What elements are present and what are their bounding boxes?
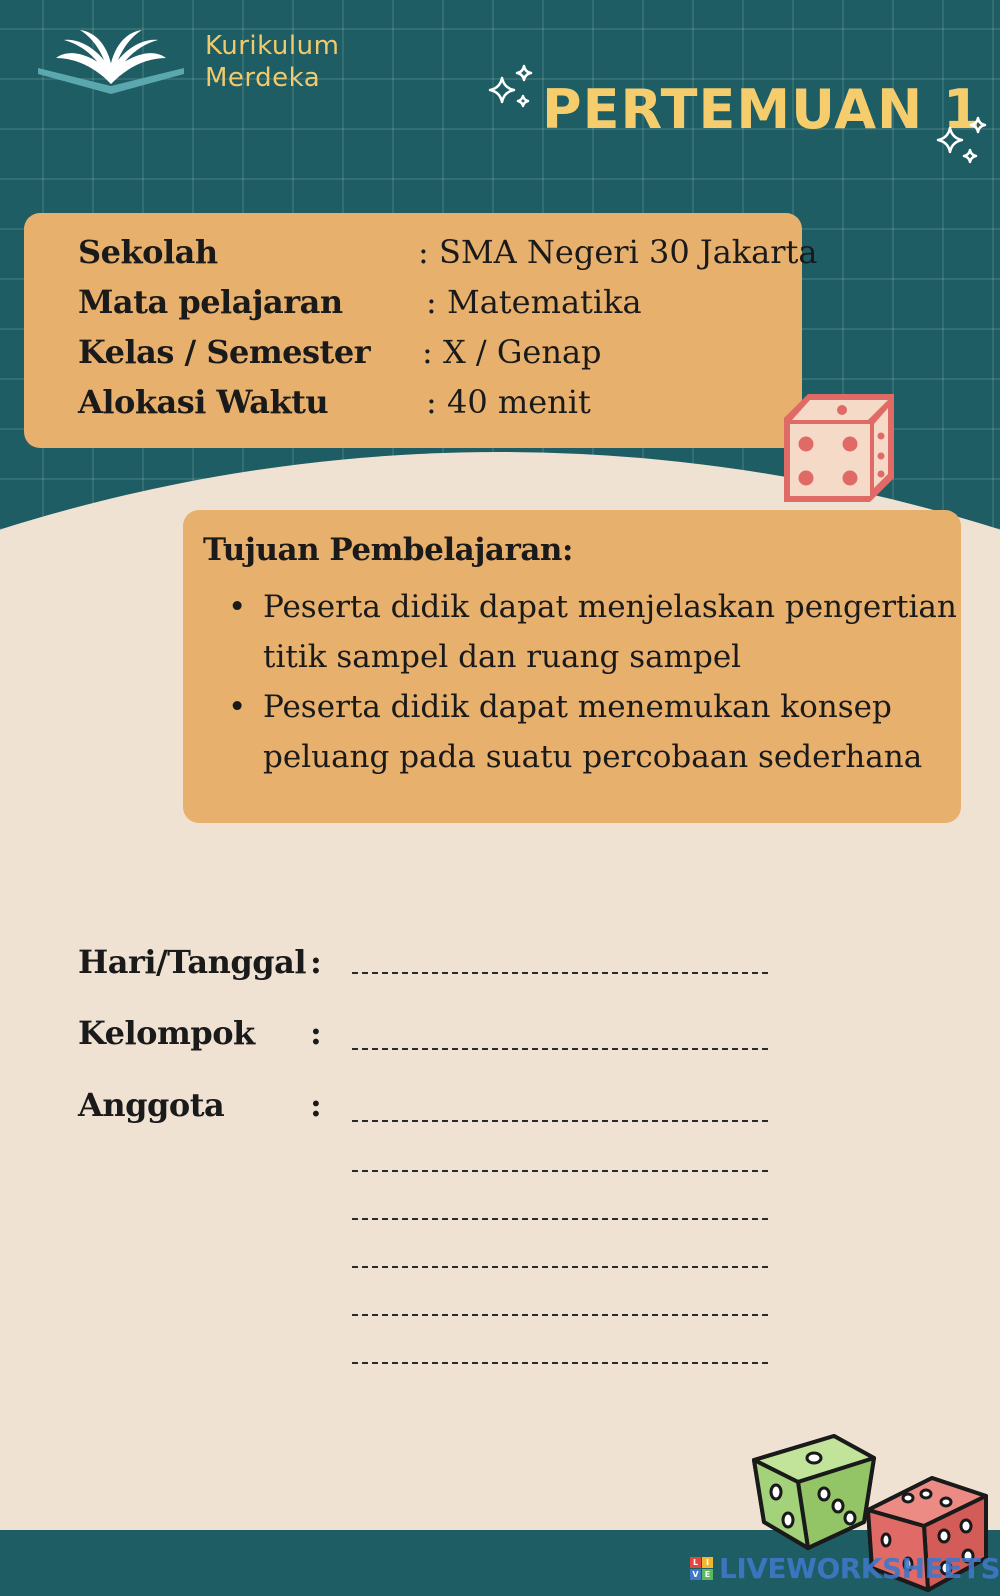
goal-item: • Peserta didik dapat menjelaskan pengertian titik sampel dan ruang sampel: [228, 582, 958, 682]
group-colon: :: [310, 1014, 322, 1052]
member-answer-line-2[interactable]: [352, 1170, 768, 1172]
learning-goals-card: [183, 510, 961, 823]
brand-line-1: Kurikulum: [205, 31, 340, 61]
member-answer-line-4[interactable]: [352, 1266, 768, 1268]
info-value: : X / Genap: [422, 333, 602, 371]
brand-line-2: Merdeka: [205, 63, 321, 93]
badge-letter: E: [702, 1569, 713, 1580]
date-answer-line[interactable]: [352, 972, 768, 974]
date-colon: :: [310, 943, 322, 981]
brand-name: [205, 30, 339, 94]
goals-list: [228, 582, 958, 782]
members-label: Anggota: [78, 1086, 225, 1124]
sparkle-icon: [934, 114, 994, 172]
date-label: Hari/Tanggal: [78, 943, 307, 981]
goals-heading: Tujuan Pembelajaran:: [203, 532, 573, 568]
page-title: PERTEMUAN 1: [542, 78, 982, 141]
badge-letter: V: [690, 1569, 701, 1580]
liveworksheets-badge-icon: [690, 1557, 713, 1580]
liveworksheets-watermark[interactable]: [690, 1548, 1000, 1588]
badge-letter: I: [702, 1557, 713, 1568]
member-answer-line-1[interactable]: [352, 1120, 768, 1122]
goal-item: • Peserta didik dapat menemukan konsep peluang pada suatu percobaan sederhana: [228, 682, 958, 782]
members-colon: :: [310, 1086, 322, 1124]
info-value: : Matematika: [426, 283, 642, 321]
info-label: Mata pelajaran: [78, 283, 343, 321]
lesson-info-card: [24, 213, 818, 448]
green-die-icon: [746, 1418, 881, 1553]
info-value: : 40 menit: [426, 383, 591, 421]
badge-letter: L: [690, 1557, 701, 1568]
group-answer-line[interactable]: [352, 1048, 768, 1050]
open-book-logo-icon: [36, 28, 186, 100]
member-answer-line-6[interactable]: [352, 1362, 768, 1364]
member-answer-line-3[interactable]: [352, 1218, 768, 1220]
watermark-text: LIVEWORKSHEETS: [719, 1551, 1000, 1585]
sparkle-icon: [486, 64, 538, 116]
group-label: Kelompok: [78, 1014, 255, 1052]
info-label: Alokasi Waktu: [78, 383, 329, 421]
red-die-icon: [780, 388, 900, 510]
info-label: Sekolah: [78, 233, 218, 271]
info-value: : SMA Negeri 30 Jakarta: [418, 233, 818, 271]
member-answer-line-5[interactable]: [352, 1314, 768, 1316]
info-label: Kelas / Semester: [78, 333, 371, 371]
